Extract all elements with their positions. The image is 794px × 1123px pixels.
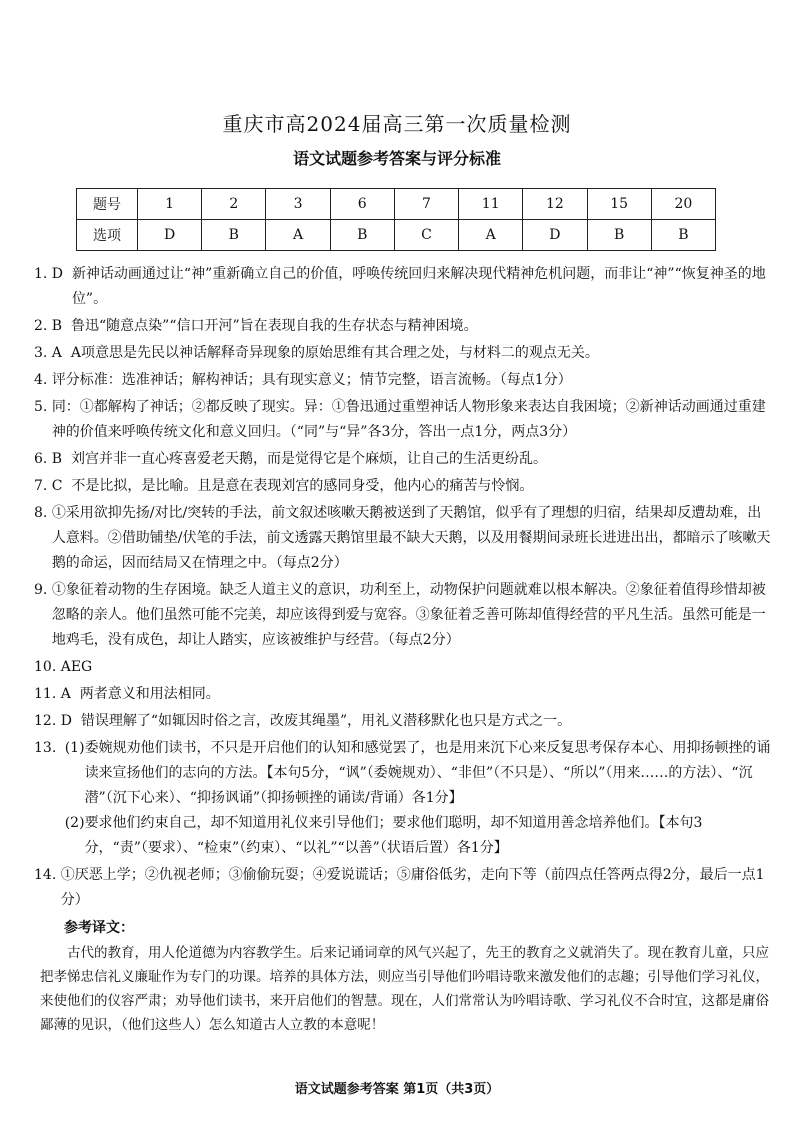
page-footer: 语文试题参考答案 第1页（共3页） [294, 1082, 500, 1097]
item-number: 10. [34, 659, 61, 675]
table-cell: 题号 [77, 189, 138, 220]
answer-item-12 [34, 709, 774, 734]
item-number: 12. D [34, 713, 81, 729]
subitem-text: 要求他们约束自己，却不知道用礼仪来引导他们；要求他们聪明，却不知道用善念培养他们。【本句3分，“责”（要求）、“检束”（约束）、“以礼”“以善”（状语后置）各1分】 [84, 815, 703, 856]
answer-item-7 [34, 474, 774, 499]
item-text: 鲁迅“随意点染”“信口开河”旨在表现自我的生存状态与精神困境。 [71, 318, 478, 334]
item-number: 4. [34, 372, 52, 388]
answer-subitem-13-2 [65, 811, 774, 861]
item-number: 3. A [34, 345, 71, 361]
item-number: 8. [34, 505, 52, 521]
answer-item-8 [34, 501, 774, 576]
table-row-options [77, 220, 716, 251]
item-text: 不是比拟，是比喻。且是意在表现刘宫的感同身受，他内心的痛苦与怜悯。 [71, 478, 534, 494]
item-text: 两者意义和用法相同。 [79, 686, 220, 702]
table-cell: 3 [266, 189, 330, 220]
table-cell: D [138, 220, 202, 251]
item-text [61, 736, 774, 861]
table-cell: 7 [394, 189, 458, 220]
item-number: 1. D [34, 266, 72, 282]
table-cell: 11 [459, 189, 523, 220]
answer-item-13 [34, 736, 774, 861]
table-cell: B [587, 220, 651, 251]
table-cell: 6 [330, 189, 394, 220]
answer-item-3 [34, 341, 774, 366]
table-cell: 2 [202, 189, 266, 220]
table-cell: A [266, 220, 330, 251]
page-subtitle: 语文试题参考答案与评分标准 [292, 149, 501, 168]
answer-item-9 [34, 578, 774, 653]
answer-list [34, 262, 774, 1037]
answer-item-1 [34, 262, 774, 312]
item-text: 错误理解了“如辄因时俗之言，改废其绳墨”，用礼义潜移默化也只是方式之一。 [80, 713, 572, 729]
item-number: 7. C [34, 478, 72, 494]
item-text: 刘宫并非一直心疼喜爱老天鹅，而是觉得它是个麻烦，让自己的生活更纷乱。 [71, 451, 547, 467]
table-cell: B [330, 220, 394, 251]
item-text: AEG [60, 659, 93, 675]
item-number: 2. B [34, 318, 71, 334]
table-cell: 选项 [77, 220, 138, 251]
answer-item-5 [34, 395, 774, 445]
table-cell: B [202, 220, 266, 251]
item-text: 评分标准：选准神话；解构神话；具有现实意义；情节完整，语言流畅。（每点1分） [51, 372, 572, 388]
item-text: ①采用欲抑先扬/对比/突转的手法，前文叙述咳嗽天鹅被送到了天鹅馆，似乎有了理想的归宿，结果却反遭劫难，出人意料。②借助铺垫/伏笔的手法，前文透露天鹅馆里最不缺大天鹅，以及用餐期间录班长进进出出，都暗示了咳嗽天鹅的命运，因而结局又在情理之中。（每点2分） [51, 505, 771, 571]
table-cell: 20 [651, 189, 715, 220]
table-cell: B [651, 220, 715, 251]
item-number: 9. [34, 582, 52, 598]
answer-item-2 [34, 314, 774, 339]
subitem-number: (1) [64, 740, 85, 756]
page-title: 重庆市高2024届高三第一次质量检测 [222, 112, 572, 136]
answer-item-10 [34, 655, 774, 680]
reference-translation-text: 古代的教育，用人伦道德为内容教学生。后来记诵词章的风气兴起了，先王的教育之义就消失了。现在教育儿童，只应把孝悌忠信礼义廉耻作为专门的功课。培养的具体方法，则应当引导他们吟唱诗歌来激发他们的志趣；引导他们学习礼仪，来使他们的仪容严肃；劝导他们读书，来开启他们的智慧。现在，人们常常认为吟唱诗歌、学习礼仪不合时宜，这都是庸俗鄙薄的见识，（他们这些人）怎么知道古人立教的本意呢！ [40, 945, 769, 1033]
item-text: 同：①都解构了神话；②都反映了现实。异：①鲁迅通过重塑神话人物形象来表达自我困境；②新神话动画通过重建神的价值来呼唤传统文化和意义回归。（“同”与“异”各3分，答出一点1分，两点3分） [51, 399, 766, 440]
item-text: ①象征着动物的生存困境。缺乏人道主义的意识，功利至上，动物保护问题就难以根本解决。②象征着值得珍惜却被忽略的亲人。他们虽然可能不完美，却应该得到爱与宽容。③象征着乏善可陈却值得经营的平凡生活。虽然可能是一地鸡毛，没有成色，却让人踏实，应该被维护与经营。（每点2分） [51, 582, 766, 648]
table-cell: D [523, 220, 587, 251]
answer-subitem-13-1 [65, 736, 774, 811]
subitem-text: 委婉规劝他们读书，不只是开启他们的认知和感觉罢了，也是用来沉下心来反复思考保存本心、用抑扬顿挫的诵读来宣扬他们的志向的方法。【本句5分，“讽”（委婉规劝）、“非但”（不只是）、“所以”（用来……的方法）、“沉潜”（沉下心来）、“抑扬讽诵”（抑扬顿挫的诵读/背诵）各1分】 [84, 740, 771, 806]
table-cell: A [459, 220, 523, 251]
table-cell: 15 [587, 189, 651, 220]
subitem-number: (2) [64, 815, 85, 831]
answer-item-11 [34, 682, 774, 707]
answer-item-14 [34, 863, 774, 913]
reference-translation-title: 参考译文： [64, 920, 134, 936]
answer-item-4 [34, 368, 774, 393]
answer-table [76, 188, 716, 251]
table-cell: 1 [138, 189, 202, 220]
item-number: 6. B [34, 451, 71, 467]
table-cell: C [394, 220, 458, 251]
item-number: 11. A [34, 686, 80, 702]
item-text: 新神话动画通过让“神”重新确立自己的价值，呼唤传统回归来解决现代精神危机问题，而非让“神”“恢复神圣的地位”。 [71, 266, 766, 307]
item-text: ①厌恶上学；②仇视老师；③偷偷玩耍；④爱说谎话；⑤庸俗低劣，走向下等（前四点任答两点得2分，最后一点1分） [60, 867, 765, 908]
answer-item-6 [34, 447, 774, 472]
table-cell: 12 [523, 189, 587, 220]
table-row-question-numbers [77, 189, 716, 220]
item-number: 13. [34, 740, 61, 756]
item-number: 14. [34, 867, 61, 883]
item-text: A项意思是先民以神话解释奇异现象的原始思维有其合理之处，与材料二的观点无关。 [70, 345, 599, 361]
item-number: 5. [34, 399, 52, 415]
